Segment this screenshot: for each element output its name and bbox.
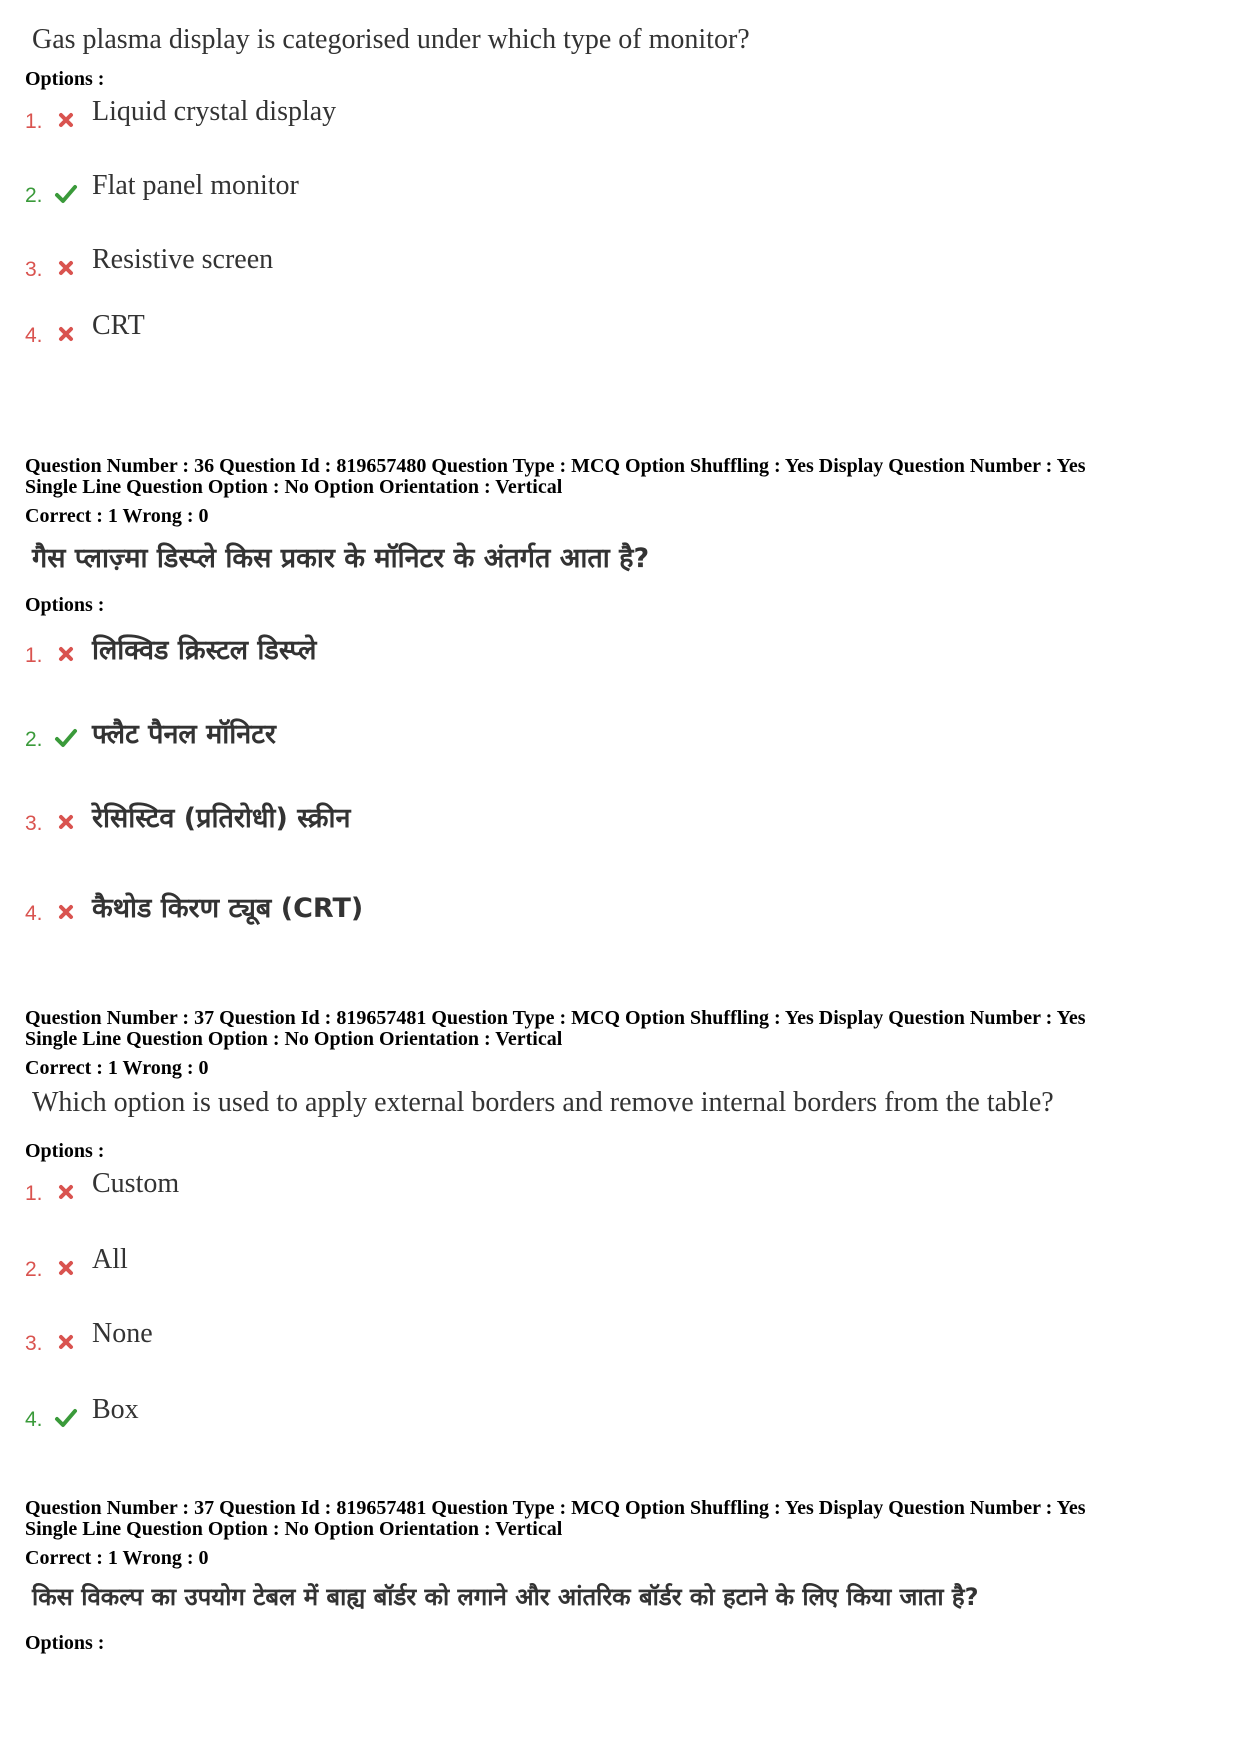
options-label: Options : — [25, 1140, 105, 1162]
question-text: किस विकल्प का उपयोग टेबल में बाह्य बॉर्डर को लगाने और आंतरिक बॉर्डर को हटाने के लिए किया जाता है? — [32, 1583, 979, 1611]
option-number: 2. — [25, 728, 43, 751]
option-row — [0, 630, 1000, 680]
option-row — [0, 96, 1000, 146]
question-meta-line2: Single Line Question Option : No Option Orientation : Vertical — [25, 1518, 563, 1540]
option-text: Custom — [92, 1168, 180, 1199]
cross-icon — [54, 1256, 78, 1280]
marks-info: Correct : 1 Wrong : 0 — [25, 1057, 209, 1079]
options-label: Options : — [25, 68, 105, 90]
option-text: Box — [92, 1394, 139, 1425]
cross-icon — [54, 810, 78, 834]
cross-icon — [54, 642, 78, 666]
question-meta-line1: Question Number : 36 Question Id : 819657480 Question Type : MCQ Option Shuffling : Yes Display Question Number : Yes — [25, 455, 1086, 477]
option-text: Liquid crystal display — [92, 96, 337, 127]
cross-icon — [54, 1180, 78, 1204]
option-text: कैथोड किरण ट्यूब (CRT) — [92, 893, 364, 924]
option-number: 2. — [25, 184, 43, 207]
question-meta-line2: Single Line Question Option : No Option Orientation : Vertical — [25, 476, 563, 498]
check-icon — [54, 182, 78, 206]
check-icon — [54, 1406, 78, 1430]
question-text: Which option is used to apply external borders and remove internal borders from the table? — [32, 1087, 1054, 1118]
check-icon — [54, 726, 78, 750]
option-row — [0, 170, 1000, 220]
option-row — [0, 310, 1000, 360]
cross-icon — [54, 256, 78, 280]
option-number: 3. — [25, 1332, 43, 1355]
marks-info: Correct : 1 Wrong : 0 — [25, 505, 209, 527]
option-row — [0, 1394, 1000, 1444]
cross-icon — [54, 900, 78, 924]
option-text: रेसिस्टिव (प्रतिरोधी) स्क्रीन — [92, 803, 351, 834]
option-text: लिक्विड क्रिस्टल डिस्प्ले — [92, 635, 317, 666]
option-row — [0, 714, 1000, 764]
option-number: 3. — [25, 812, 43, 835]
option-text: फ्लैट पैनल मॉनिटर — [92, 719, 276, 750]
cross-icon — [54, 1330, 78, 1354]
option-number: 4. — [25, 324, 43, 347]
option-row — [0, 1168, 1000, 1218]
question-meta-line2: Single Line Question Option : No Option Orientation : Vertical — [25, 1028, 563, 1050]
option-row — [0, 888, 1000, 938]
marks-info: Correct : 1 Wrong : 0 — [25, 1547, 209, 1569]
option-number: 4. — [25, 1408, 43, 1431]
option-text: CRT — [92, 310, 145, 341]
options-label: Options : — [25, 1632, 105, 1654]
option-number: 4. — [25, 902, 43, 925]
cross-icon — [54, 108, 78, 132]
cross-icon — [54, 322, 78, 346]
option-number: 1. — [25, 644, 43, 667]
question-meta-line1: Question Number : 37 Question Id : 819657481 Question Type : MCQ Option Shuffling : Yes Display Question Number : Yes — [25, 1497, 1086, 1519]
option-text: Resistive screen — [92, 244, 274, 275]
option-number: 1. — [25, 1182, 43, 1205]
option-text: Flat panel monitor — [92, 170, 299, 201]
option-number: 1. — [25, 110, 43, 133]
question-meta-line1: Question Number : 37 Question Id : 819657481 Question Type : MCQ Option Shuffling : Yes Display Question Number : Yes — [25, 1007, 1086, 1029]
option-row — [0, 798, 1000, 848]
option-row — [0, 244, 1000, 294]
option-row — [0, 1244, 1000, 1294]
option-number: 2. — [25, 1258, 43, 1281]
question-text: Gas plasma display is categorised under which type of monitor? — [32, 24, 750, 55]
question-text: गैस प्लाज़्मा डिस्प्ले किस प्रकार के मॉनिटर के अंतर्गत आता है? — [32, 543, 650, 574]
options-label: Options : — [25, 594, 105, 616]
option-number: 3. — [25, 258, 43, 281]
option-text: All — [92, 1244, 128, 1275]
option-text: None — [92, 1318, 153, 1349]
option-row — [0, 1318, 1000, 1368]
